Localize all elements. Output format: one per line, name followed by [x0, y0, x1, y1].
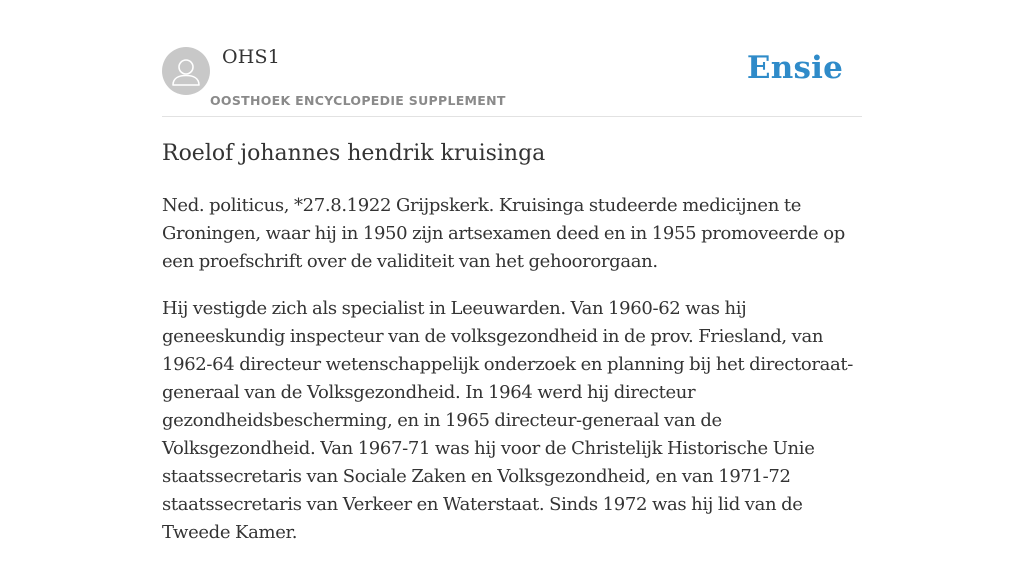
source-label[interactable]: OOSTHOEK ENCYCLOPEDIE SUPPLEMENT	[210, 93, 506, 108]
user-icon	[162, 47, 210, 95]
page-title: Roelof johannes hendrik kruisinga	[162, 141, 546, 166]
article-body	[162, 192, 862, 566]
header	[162, 0, 862, 117]
site-logo[interactable]: Ensie	[746, 50, 843, 86]
author-name[interactable]: OHS1	[222, 46, 281, 68]
avatar[interactable]	[162, 47, 210, 95]
article-paragraph: Hij vestigde zich als specialist in Leeuwarden. Van 1960-62 was hij geneeskundig inspecteur van de volksgezondheid in de prov. Friesland, van 1962-64 directeur wetenschappelijk onderzoek en planning bij het directoraat-generaal van de Volksgezondheid. In 1964 werd hij directeur gezondheidsbescherming, en in 1965 directeur-generaal van de Volksgezondheid. Van 1967-71 was hij voor de Christelijk Historische Unie staatssecretaris van Sociale Zaken en Volksgezondheid, en van 1971-72 staatssecretaris van Verkeer en Waterstaat. Sinds 1972 was hij lid van de Tweede Kamer.	[162, 298, 854, 543]
article-paragraph: Ned. politicus, *27.8.1922 Grijpskerk. Kruisinga studeerde medicijnen te Groningen, waar hij in 1950 zijn artsexamen deed en in 1955 promoveerde op een proefschrift over de validiteit van het gehoororgaan.	[162, 195, 845, 272]
